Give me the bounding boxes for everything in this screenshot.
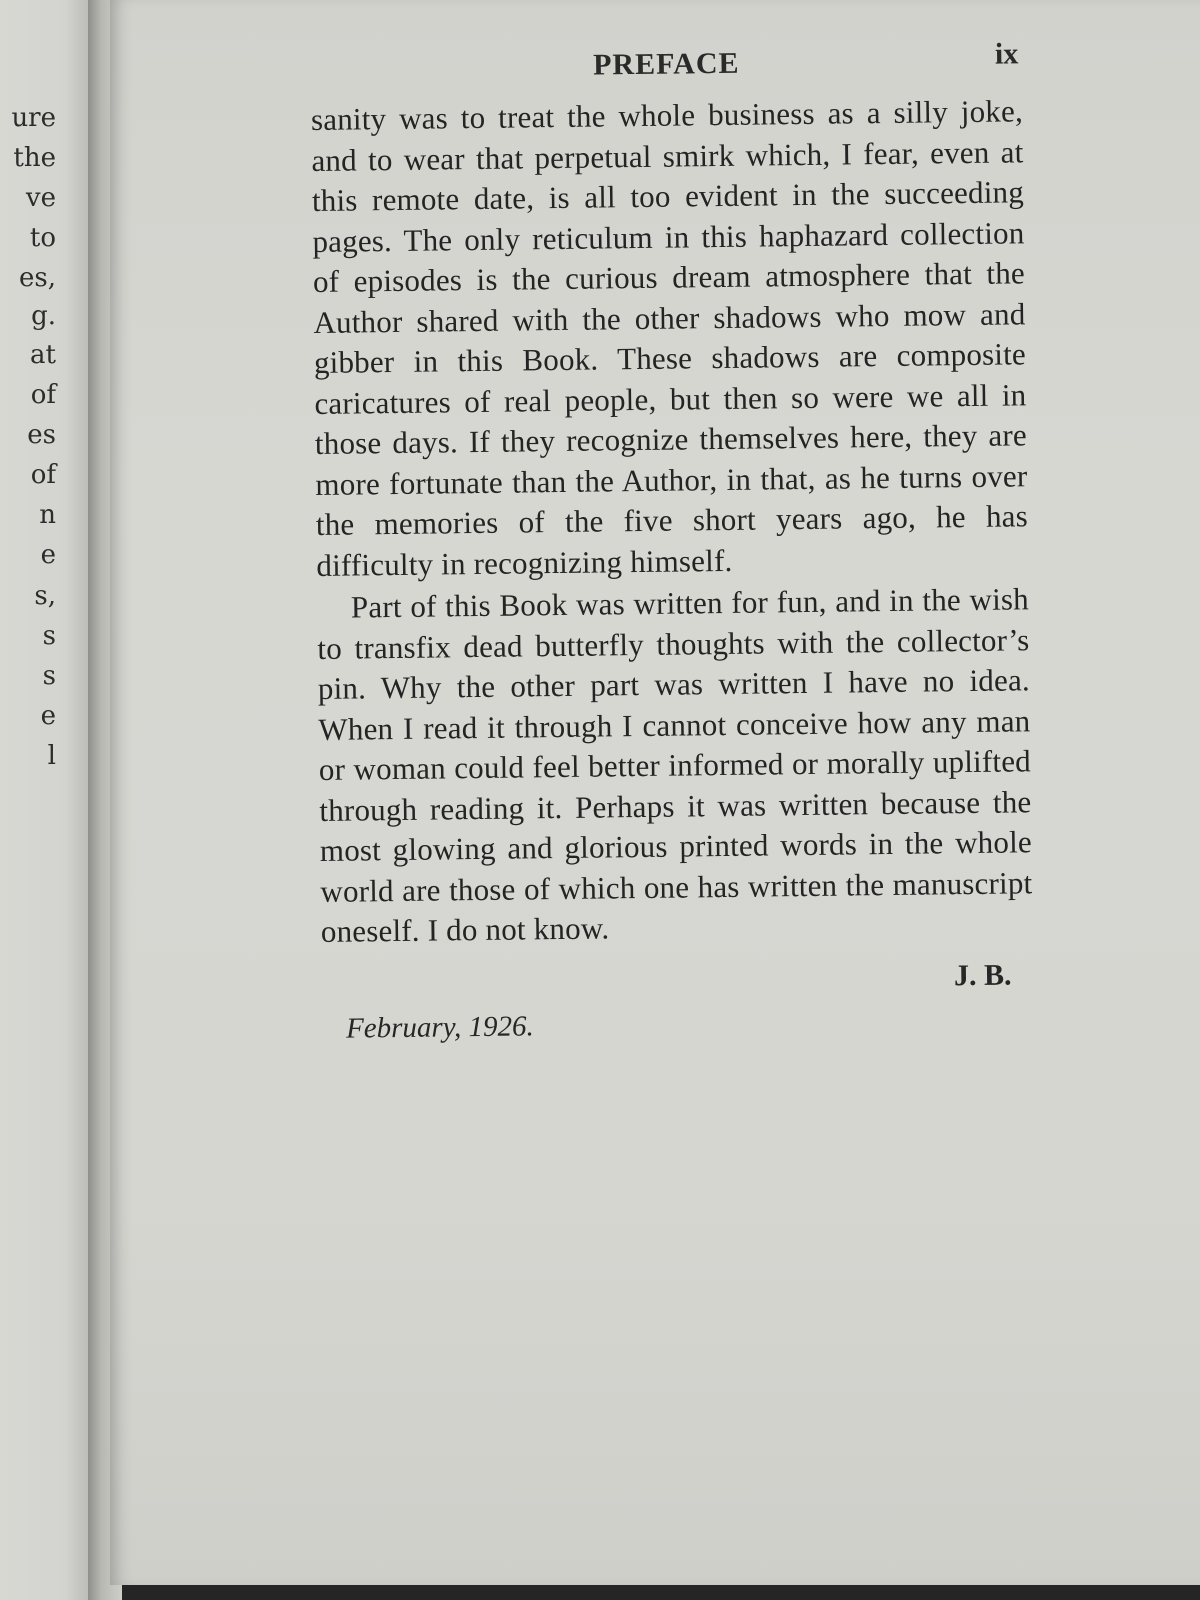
- left-page-fragment: s: [42, 661, 56, 691]
- left-page-fragment: of: [30, 460, 56, 490]
- left-page-fragment: l: [47, 741, 56, 771]
- running-head: [310, 31, 1023, 100]
- right-page: [110, 0, 1200, 1585]
- page-number: ix: [994, 37, 1019, 71]
- left-page-fragment: at: [30, 340, 56, 370]
- left-page-fragment: g.: [31, 301, 56, 331]
- text-block: [310, 31, 1034, 1045]
- left-page-fragment: ve: [25, 183, 56, 213]
- left-page-fragment: the: [13, 143, 56, 173]
- left-page-fragment: to: [29, 223, 56, 253]
- left-page: [0, 0, 100, 1600]
- left-page-fragment: of: [30, 380, 56, 410]
- dateline: February, 1926.: [345, 1009, 534, 1045]
- left-page-fragment: e: [40, 701, 56, 731]
- left-page-fragment: es: [27, 420, 56, 450]
- left-page-fragment: ure: [11, 103, 56, 133]
- left-page-fragment: es,: [19, 263, 56, 293]
- paragraph: sanity was to treat the whole business as a silly joke, and to wear that perpetual smirk which, I fear, even at this remote date, is all too evident in the succeeding pages. The only reticulum in this haphazard collection of episodes is the curious dream atmosphere that the Author shared with the other shadows who mow and gibber in this Book. These shadows are composite caricatures of real people, but then so were we all in those days. If they recognize themselves here, they are more fortunate than the Author, in that, as he turns over the memories of the five short years ago, he has difficulty in recognizing himself.: [310, 93, 1029, 583]
- page-title: PREFACE: [592, 46, 740, 82]
- signature: J. B.: [953, 958, 1012, 992]
- left-page-fragment: s,: [34, 581, 56, 611]
- left-page-fragment: n: [39, 500, 56, 530]
- left-page-fragment: e: [40, 540, 56, 570]
- left-page-fragment: s: [42, 621, 56, 651]
- paragraph: Part of this Book was written for fun, and in the wish to transfix dead butterfly thoughts with the collector’s pin. Why the other part was written I have no idea. When I read it through I cannot conceive how any man or woman could feel better informed or morally uplifted through reading it. Perhaps it was written because the most glowing and glorious printed words in the whole world are those of which one has written the manuscript oneself. I do not know.: [317, 581, 1033, 949]
